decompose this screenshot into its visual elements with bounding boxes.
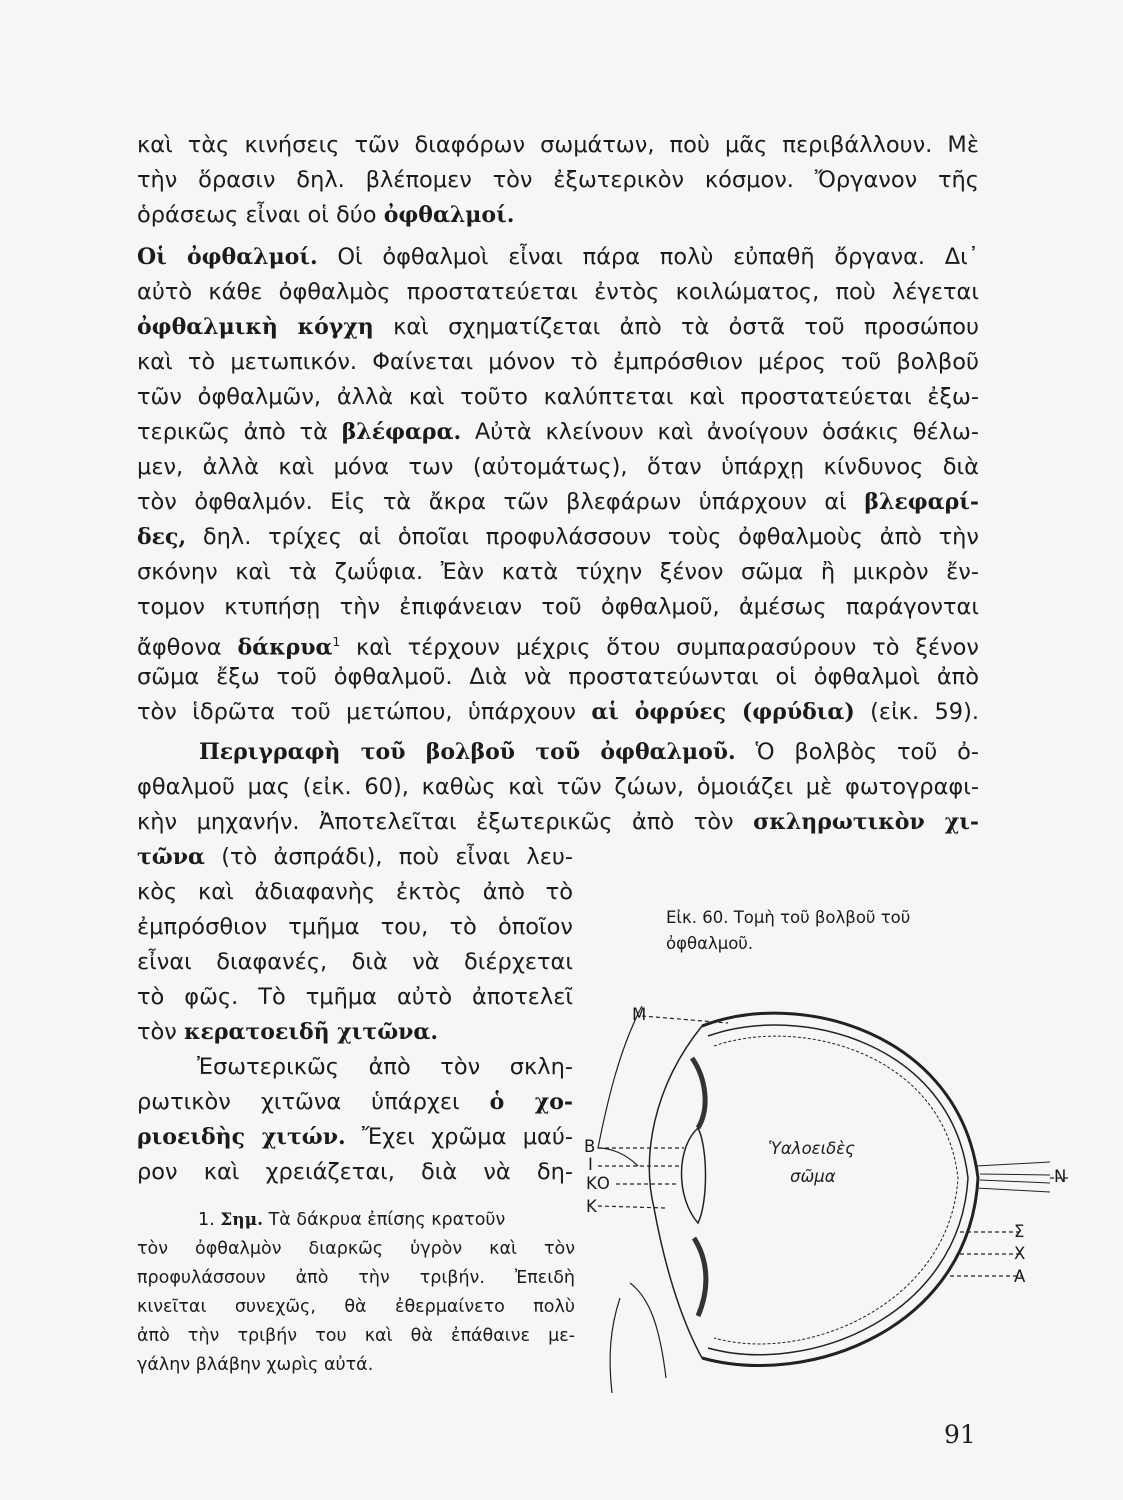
- bold-term: δάκρυα: [237, 634, 333, 661]
- bold-term: δες,: [137, 524, 187, 550]
- text-fragment: ὁράσεως εἶναι οἱ δύο: [137, 202, 377, 228]
- lower-eyelid: [630, 1283, 666, 1378]
- text-fragment: καὶ σχηματίζεται ἀπὸ τὰ ὀστᾶ τοῦ προσώπου: [393, 314, 980, 340]
- text-line: σῶμα ἔξω τοῦ ὀφθαλμοῦ. Διὰ νὰ προστατεύωνται οἱ ὀφθαλμοὶ ἀπὸ: [137, 664, 979, 690]
- text-line: [137, 805, 979, 839]
- text-fragment: καὶ τέρχουν μέχρις ὅτου συμπαρασύρουν τὸ ξένον: [355, 634, 980, 661]
- section-heading: Οἱ ὀφθαλμοί.: [137, 244, 318, 270]
- text-fragment: τὸν ὀφθαλμόν. Εἰς τὰ ἄκρα τῶν βλεφάρων ὑπάρχουν αἱ: [137, 489, 847, 515]
- bold-term: ριοειδὴς χιτών.: [137, 1124, 346, 1150]
- text-line: [137, 485, 979, 519]
- bold-term: αἱ ὀφρύες (φρύδια): [591, 699, 855, 725]
- label-ko: ΚΟ: [586, 1174, 610, 1193]
- cheek-outline: [610, 1298, 620, 1393]
- footnote-line: κινεῖται συνεχῶς, θὰ ἐθερμαίνετο πολὺ: [137, 1297, 575, 1317]
- footnote-line: προφυλάσσουν ἀπὸ τὴν τριβήν. Ἐπειδὴ: [137, 1268, 575, 1288]
- text-line: εἶναι διαφανές, διὰ νὰ διέρχεται: [137, 949, 573, 975]
- text-line: ρον καὶ χρειάζεται, διὰ νὰ δη-: [137, 1159, 573, 1185]
- footnote-marker: 1: [332, 635, 341, 649]
- text-line: [137, 840, 573, 874]
- text-line: κὸς καὶ ἀδιαφανὴς ἐκτὸς ἀπὸ τὸ: [137, 879, 573, 905]
- vitreous-label: σῶμα: [790, 1167, 836, 1186]
- text-line: [137, 625, 979, 665]
- text-line: [137, 520, 979, 554]
- text-fragment: Ἔχει χρῶμα μαύ-: [361, 1124, 574, 1150]
- text-fragment: κὴν μηχανήν. Ἀποτελεῖται ἐξωτερικῶς ἀπὸ τὸν: [137, 809, 734, 835]
- eye-cross-section-diagram: [580, 998, 1080, 1398]
- label-chi: Χ: [1014, 1244, 1026, 1263]
- text-fragment: τὸν: [137, 1019, 177, 1045]
- label-b: Β: [584, 1137, 596, 1156]
- bold-term: βλέφαρα.: [341, 419, 462, 445]
- text-line: φθαλμοῦ μας (εἰκ. 60), καθὼς καὶ τῶν ζώων, ὁμοιάζει μὲ φωτογραφι-: [137, 774, 979, 800]
- text-fragment: (εἰκ. 59).: [870, 699, 980, 725]
- vitreous-label: Ὑαλοειδὲς: [768, 1139, 855, 1158]
- bold-term: τῶνα: [137, 844, 205, 870]
- bold-term: ὀφθαλμικὴ κόγχη: [137, 314, 374, 340]
- leader-line: [598, 1206, 666, 1208]
- text-line: [137, 695, 979, 729]
- text-fragment: Αὐτὰ κλείνουν καὶ ἀνοίγουν ὁσάκις θέλω-: [474, 419, 979, 445]
- text-line: [137, 240, 979, 274]
- figure-caption: ὀφθαλμοῦ.: [666, 934, 754, 953]
- text-line: Ἐσωτερικῶς ἀπὸ τὸν σκλη-: [197, 1054, 573, 1080]
- optic-nerve: [976, 1162, 1050, 1192]
- text-fragment: ρωτικὸν χιτῶνα ὑπάρχει: [137, 1089, 460, 1115]
- bold-term: βλεφαρί-: [864, 489, 979, 515]
- page-number: 91: [944, 1420, 976, 1449]
- cornea-outline: [649, 1026, 702, 1358]
- bold-term: κερατοειδῆ χιτῶνα.: [184, 1019, 439, 1045]
- text-line: μεν, ἀλλὰ καὶ μόνα των (αὐτομάτως), ὅταν ὑπάρχῃ κίνδυνος διὰ: [137, 454, 979, 480]
- text-line: σκόνην καὶ τὰ ζωΰφια. Ἐὰν κατὰ τύχην ξένον σῶμα ἢ μικρὸν ἔν-: [137, 559, 979, 585]
- text-line: καὶ τὰς κινήσεις τῶν διαφόρων σωμάτων, ποὺ μᾶς περιβάλλουν. Μὲ: [137, 132, 979, 158]
- text-line: [137, 1120, 573, 1154]
- label-i: Ι: [588, 1155, 593, 1174]
- text-line: τομον κτυπήσῃ τὴν ἐπιφάνειαν τοῦ ὀφθαλμοῦ, ἀμέσως παράγονται: [137, 594, 979, 620]
- label-m: Μ: [632, 1005, 647, 1024]
- footnote-line: γάλην βλάβην χωρὶς αὐτά.: [137, 1355, 374, 1375]
- text-line: ἐμπρόσθιον τμῆμα του, τὸ ὁποῖον: [137, 914, 573, 940]
- sclera-outline: [702, 1013, 978, 1365]
- leader-line: [642, 1016, 728, 1023]
- bold-term: ὁ χο-: [489, 1089, 574, 1115]
- text-fragment: τὸν ἱδρῶτα τοῦ μετώπου, ὑπάρχουν: [137, 699, 576, 725]
- text-line: αὐτὸ κάθε ὀφθαλμὸς προστατεύεται ἐντὸς κοιλώματος, ποὺ λέγεται: [137, 279, 979, 305]
- lens-outline: [682, 1128, 706, 1223]
- text-line: [137, 310, 979, 344]
- text-fragment: (τὸ ἀσπράδι), ποὺ εἶναι λευ-: [221, 844, 573, 870]
- text-fragment: Ὁ βολβὸς τοῦ ὀ-: [755, 739, 979, 765]
- label-sigma: Σ: [1014, 1222, 1025, 1241]
- text-fragment: Τὰ δάκρυα ἐπίσης κρατοῦν: [268, 1210, 506, 1230]
- text-fragment: ἄφθονα: [137, 634, 222, 661]
- retina-outline: [714, 1036, 958, 1344]
- footnote-line: ἀπὸ τὴν τριβήν του καὶ θὰ ἐπάθαινε με-: [137, 1326, 575, 1346]
- bold-term: σκληρωτικὸν χι-: [753, 809, 979, 835]
- footnote-label: Σημ.: [220, 1210, 264, 1230]
- section-heading: Περιγραφὴ τοῦ βολβοῦ τοῦ ὀφθαλμοῦ.: [199, 739, 736, 765]
- text-line: τὸ φῶς. Τὸ τμῆμα αὐτὸ ἀποτελεῖ: [137, 984, 573, 1010]
- bold-term: ὀφθαλμοί.: [383, 202, 515, 228]
- footnote-number: 1.: [198, 1210, 215, 1230]
- label-alpha: Α: [1014, 1267, 1026, 1286]
- text-line: τῶν ὀφθαλμῶν, ἀλλὰ καὶ τοῦτο καλύπτεται καὶ προστατεύεται ἐξω-: [137, 384, 979, 410]
- upper-eyelid: [598, 1006, 642, 1166]
- text-line: [137, 198, 979, 232]
- text-fragment: δηλ. τρίχες αἱ ὁποῖαι προφυλάσσουν τοὺς ὀφθαλμοὺς ἀπὸ τὴν: [202, 524, 979, 550]
- footnote-line: τὸν ὀφθαλμὸν διαρκῶς ὑγρὸν καὶ τὸν: [137, 1239, 575, 1259]
- iris-shape: [692, 1058, 706, 1316]
- text-fragment: τερικῶς ἀπὸ τὰ: [137, 419, 328, 445]
- text-line: καὶ τὸ μετωπικόν. Φαίνεται μόνον τὸ ἐμπρόσθιον μέρος τοῦ βολβοῦ: [137, 349, 979, 375]
- label-k: Κ: [586, 1197, 597, 1216]
- label-n: Ν: [1054, 1167, 1067, 1186]
- text-line: [137, 415, 979, 449]
- footnote-line: [198, 1207, 505, 1234]
- text-fragment: Οἱ ὀφθαλμοὶ εἶναι πάρα πολὺ εὐπαθῆ ὄργανα. Δι᾽: [337, 244, 979, 270]
- text-line: [137, 1015, 573, 1049]
- text-line: [137, 1085, 573, 1119]
- text-line: [137, 735, 979, 769]
- text-line: τὴν ὅρασιν δηλ. βλέπομεν τὸν ἐξωτερικὸν κόσμον. Ὄργανον τῆς: [137, 167, 979, 193]
- figure-caption: Εἰκ. 60. Τομὴ τοῦ βολβοῦ τοῦ: [666, 908, 911, 927]
